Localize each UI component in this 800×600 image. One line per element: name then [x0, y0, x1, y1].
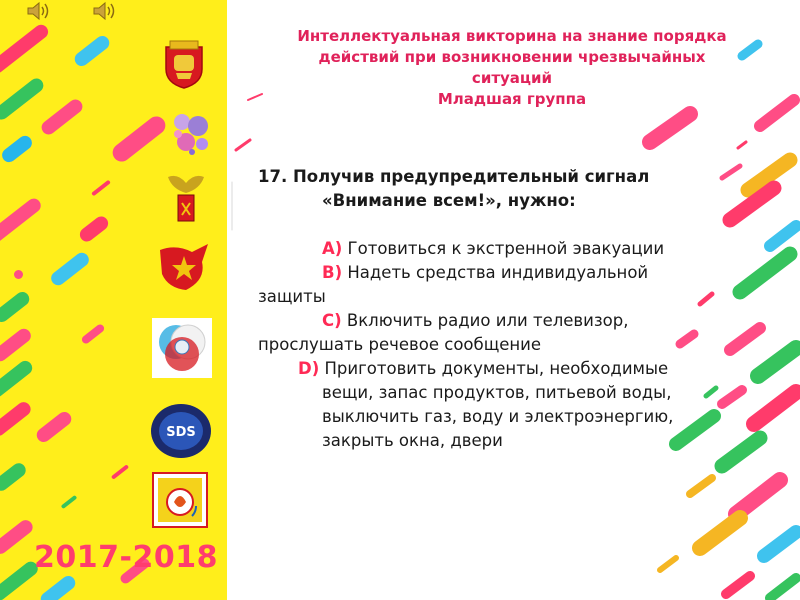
option-text: Включить радио или телевизор, — [341, 311, 629, 330]
quiz-header — [262, 26, 762, 110]
decor-stroke — [77, 214, 111, 245]
decor-stroke — [109, 113, 169, 165]
decor-stroke — [39, 97, 85, 138]
decor-stroke — [91, 180, 111, 197]
decor-stroke — [34, 409, 74, 445]
decor-stroke — [0, 399, 33, 438]
decor-stroke — [0, 76, 46, 123]
option-b[interactable] — [258, 261, 728, 309]
option-c[interactable] — [258, 309, 728, 357]
question-block — [258, 165, 728, 453]
paint-splash-icon — [170, 112, 212, 156]
option-d[interactable] — [258, 357, 728, 453]
decor-stroke — [0, 326, 34, 364]
speaker-icon[interactable] — [92, 0, 118, 22]
decor-stroke — [0, 133, 35, 165]
option-text: Надеть средства индивидуальной — [342, 263, 649, 282]
sds-emblem-icon — [150, 402, 212, 460]
question-title — [258, 165, 728, 213]
option-letter: C) — [322, 311, 342, 330]
sidebar — [0, 0, 227, 600]
decor-stroke — [48, 250, 91, 288]
star-emblem-icon — [156, 240, 212, 294]
question-title-line: «Внимание всем!», нужно: — [322, 191, 576, 210]
svg-text:SDS: SDS — [166, 425, 196, 440]
circles-emblem-icon — [152, 318, 212, 378]
decor-stroke — [0, 517, 35, 556]
decor-stroke — [0, 358, 35, 400]
decor-stroke — [72, 33, 112, 69]
option-text: прослушать речевое сообщение — [258, 335, 542, 354]
option-letter: B) — [322, 263, 343, 282]
option-text: выключить газ, воду и электроэнергию, — [322, 407, 674, 426]
option-text: закрыть окна, двери — [322, 431, 503, 450]
option-a[interactable] — [258, 237, 728, 261]
decor-stroke — [0, 22, 51, 76]
decor-stroke — [61, 495, 78, 509]
group-label: Младшая группа — [437, 90, 587, 108]
decor-stroke — [38, 573, 78, 600]
header-line: ситуаций — [471, 69, 553, 87]
eagle-emblem-icon — [164, 171, 208, 229]
decor-stroke — [0, 289, 32, 325]
decor-stroke — [80, 323, 105, 345]
decor-stroke — [0, 460, 28, 493]
option-text: Приготовить документы, необходимые — [319, 359, 669, 378]
option-text: Готовиться к экстренной эвакуации — [342, 239, 665, 258]
question-title-line: 17. Получив предупредительный сигнал — [258, 167, 650, 186]
option-text: защиты — [258, 287, 326, 306]
option-letter: D) — [298, 359, 320, 378]
speaker-icon[interactable] — [26, 0, 52, 22]
header-line: действий при возникновении чрезвычайных — [318, 48, 706, 66]
decor-stroke — [111, 464, 129, 479]
decor-dot — [14, 270, 23, 279]
header-line: Интеллектуальная викторина на знание порядка — [297, 27, 727, 45]
option-text: вещи, запас продуктов, питьевой воды, — [322, 383, 672, 402]
coat-of-arms-icon — [160, 37, 208, 89]
year-label: 2017-2018 — [34, 540, 218, 575]
option-letter: A) — [322, 239, 343, 258]
decor-stroke — [0, 196, 44, 246]
safety-school-emblem-icon — [152, 472, 208, 528]
